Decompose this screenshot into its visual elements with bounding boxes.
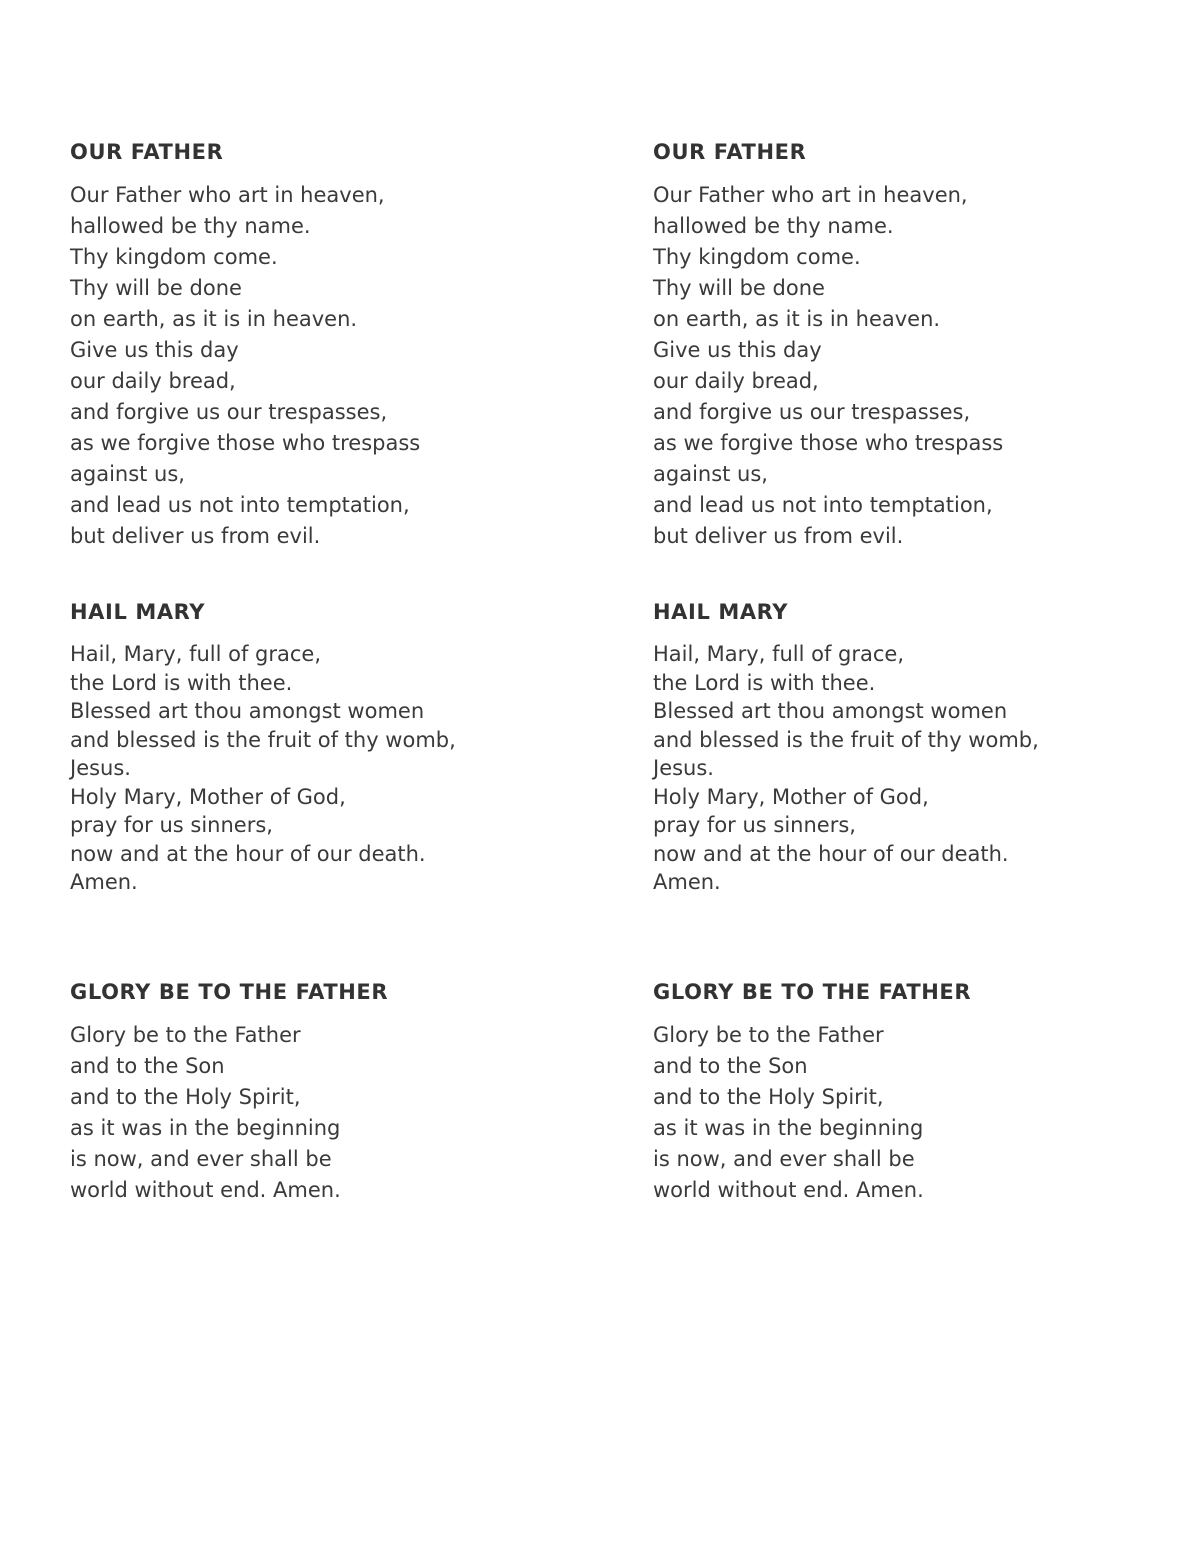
prayer-line: Amen.	[70, 870, 138, 894]
section-title: OUR FATHER	[653, 140, 807, 164]
prayer-line: Give us this day	[653, 338, 822, 362]
prayer-line: Our Father who art in heaven,	[70, 183, 385, 207]
prayer-lines	[70, 1020, 590, 1206]
prayer-line: as it was in the beginning	[70, 1116, 341, 1140]
prayer-line: Thy will be done	[70, 276, 242, 300]
prayer-line: hallowed be thy name.	[70, 214, 311, 238]
prayer-line: pray for us sinners,	[70, 813, 273, 837]
prayer-line: pray for us sinners,	[653, 813, 856, 837]
prayer-line: the Lord is with thee.	[653, 670, 876, 695]
prayer-line: now and at the hour of our death.	[70, 841, 426, 866]
hail-mary-section	[653, 598, 1173, 978]
section-title: HAIL MARY	[70, 600, 206, 624]
prayer-line: Hail, Mary, full of grace,	[653, 642, 905, 666]
prayer-line: as it was in the beginning	[653, 1116, 924, 1140]
our-father-section	[70, 138, 590, 598]
section-title: HAIL MARY	[653, 600, 789, 624]
prayer-line: on earth, as it is in heaven.	[70, 307, 358, 331]
prayer-line: Glory be to the Father	[70, 1023, 301, 1047]
prayer-lines	[653, 1020, 1173, 1206]
prayer-line: Hail, Mary, full of grace,	[70, 642, 322, 666]
prayer-line: as we forgive those who trespass	[653, 431, 1004, 455]
prayer-line: is now, and ever shall be	[70, 1147, 332, 1171]
prayer-line: is now, and ever shall be	[653, 1147, 915, 1171]
prayer-line: our daily bread,	[70, 369, 236, 393]
prayer-line: Thy kingdom come.	[653, 245, 861, 269]
prayer-line: and forgive us our trespasses,	[653, 400, 971, 424]
prayer-line: Thy kingdom come.	[70, 245, 278, 269]
prayer-line: Jesus.	[70, 756, 131, 780]
prayer-lines	[653, 640, 1173, 897]
prayer-line: and lead us not into temptation,	[70, 493, 410, 517]
section-title: GLORY BE TO THE FATHER	[70, 980, 389, 1004]
our-father-section	[653, 138, 1173, 598]
prayer-line: Holy Mary, Mother of God,	[70, 784, 346, 809]
prayer-lines	[653, 180, 1173, 552]
prayer-column-right	[653, 138, 1173, 1238]
glory-be-section	[653, 978, 1173, 1238]
prayer-line: and forgive us our trespasses,	[70, 400, 388, 424]
section-title: OUR FATHER	[70, 140, 224, 164]
prayer-line: Blessed art thou amongst women	[653, 699, 1008, 723]
prayer-line: Thy will be done	[653, 276, 825, 300]
prayer-line: on earth, as it is in heaven.	[653, 307, 941, 331]
prayer-line: world without end. Amen.	[653, 1178, 924, 1202]
prayer-line: the Lord is with thee.	[70, 670, 293, 695]
prayer-line: Our Father who art in heaven,	[653, 183, 968, 207]
prayer-line: and to the Holy Spirit,	[70, 1085, 301, 1109]
prayer-line: Jesus.	[653, 756, 714, 780]
glory-be-section	[70, 978, 590, 1238]
prayer-line: hallowed be thy name.	[653, 214, 894, 238]
prayer-line: and to the Son	[70, 1054, 225, 1078]
prayer-line: and blessed is the fruit of thy womb,	[653, 727, 1039, 752]
prayer-lines	[70, 180, 590, 552]
prayer-line: Holy Mary, Mother of God,	[653, 784, 929, 809]
prayer-column-left	[70, 138, 590, 1238]
prayer-line: against us,	[70, 462, 185, 486]
prayer-line: Give us this day	[70, 338, 239, 362]
prayer-lines	[70, 640, 590, 897]
prayer-line: but deliver us from evil.	[653, 524, 904, 548]
prayer-line: and blessed is the fruit of thy womb,	[70, 727, 456, 752]
prayer-line: now and at the hour of our death.	[653, 841, 1009, 866]
prayer-line: and to the Holy Spirit,	[653, 1085, 884, 1109]
prayer-line: and lead us not into temptation,	[653, 493, 993, 517]
prayer-line: against us,	[653, 462, 768, 486]
prayer-line: our daily bread,	[653, 369, 819, 393]
prayer-line: but deliver us from evil.	[70, 524, 321, 548]
prayer-line: Amen.	[653, 870, 721, 894]
prayer-line: as we forgive those who trespass	[70, 431, 421, 455]
prayer-line: Glory be to the Father	[653, 1023, 884, 1047]
prayer-line: world without end. Amen.	[70, 1178, 341, 1202]
hail-mary-section	[70, 598, 590, 978]
prayer-line: Blessed art thou amongst women	[70, 699, 425, 723]
section-title: GLORY BE TO THE FATHER	[653, 980, 972, 1004]
prayer-line: and to the Son	[653, 1054, 808, 1078]
